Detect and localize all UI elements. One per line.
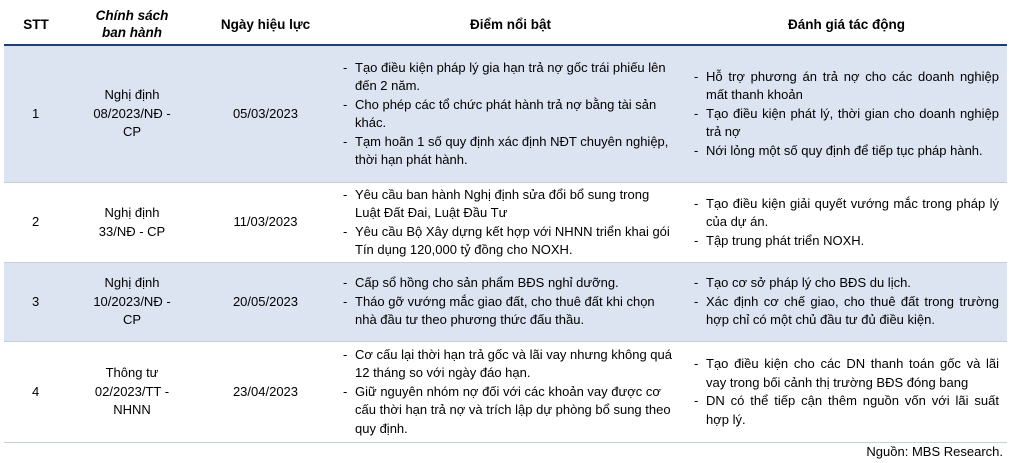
policy-table [4, 4, 1007, 443]
policy-line: 33/NĐ - CP [98, 223, 166, 239]
highlight-item: - Giữ nguyên nhóm nợ đối với các khoản vay được cơ cấu thời hạn trả nợ và trích lập dự phòng bổ sung theo quy định. [343, 383, 671, 436]
row-policy [68, 263, 196, 342]
row-highlights [335, 183, 686, 263]
policy-line: CP [122, 124, 142, 140]
row-date: 05/03/2023 [196, 45, 335, 183]
row-highlights [335, 342, 686, 443]
policy-line: Nghị định [104, 87, 160, 103]
policy-line: CP [122, 312, 142, 328]
header-impact: Đánh giá tác động [787, 16, 905, 32]
table-row [4, 342, 1007, 443]
policy-line: Nghị định [104, 275, 160, 291]
impact-item: - Hỗ trợ phương án trả nợ cho các doanh nghiệp mất thanh khoản [694, 68, 999, 103]
row-stt: 3 [4, 263, 68, 342]
impact-item: - Tạo điều kiện cho các DN thanh toán gốc và lãi vay trong bối cảnh thị trường BĐS đóng bang [694, 356, 999, 390]
impact-item: - Nới lỏng một số quy định để tiếp tục pháp hành. [694, 142, 983, 158]
row-impact [686, 342, 1007, 443]
highlight-item: - Tạo điều kiện pháp lý gia hạn trả nợ gốc trái phiếu lên đến 2 năm. [343, 59, 666, 93]
source-note: Nguồn: MBS Research. [866, 444, 1003, 459]
row-highlights [335, 263, 686, 342]
impact-item: - Tạo điều kiện giải quyết vướng mắc trong pháp lý của dự án. [694, 195, 999, 230]
policy-line: 08/2023/NĐ - [93, 105, 171, 121]
policy-line: Nghị định [104, 205, 160, 220]
header-effective-date: Ngày hiệu lực [220, 16, 311, 32]
row-stt: 4 [4, 342, 68, 443]
highlight-item: - Tạm hoãn 1 số quy định xác định NĐT chuyên nghiệp, thời hạn phát hành. [343, 133, 669, 167]
policy-line: 02/2023/TT - [94, 383, 170, 399]
row-policy [68, 183, 196, 263]
header-highlights: Điểm nổi bật [469, 16, 551, 32]
header-policy-line2: ban hành [102, 25, 162, 40]
impact-item: - DN có thể tiếp cận thêm nguồn vốn với lãi suất hợp lý. [694, 393, 999, 427]
row-policy [68, 45, 196, 183]
row-impact [686, 45, 1007, 183]
policy-line: NHNN [113, 402, 151, 418]
impact-item: - Xác định cơ chế giao, cho thuê đất trong trường hợp chỉ có một chủ đầu tư đủ điều kiện. [694, 293, 999, 328]
table-row [4, 263, 1007, 342]
table-row [4, 183, 1007, 263]
header-policy-line1: Chính sách [95, 8, 169, 23]
header-stt: STT [23, 16, 49, 32]
highlight-item: - Cấp sổ hồng cho sản phẩm BĐS nghỉ dưỡng. [343, 275, 619, 291]
impact-item: - Tạo cơ sở pháp lý cho BĐS du lịch. [694, 275, 911, 291]
table-header-row [4, 4, 1007, 45]
highlight-item: - Cho phép các tổ chức phát hành trả nợ bằng tài sản khác. [343, 96, 657, 130]
row-impact [686, 263, 1007, 342]
highlight-item: - Yêu cầu ban hành Nghị định sửa đổi bổ sung trong Luật Đất Đai, Luật Đầu Tư [343, 186, 650, 220]
policy-line: 10/2023/NĐ - [93, 293, 171, 309]
header-policy [68, 4, 196, 45]
policy-line: Thông tư [105, 365, 159, 381]
row-date: 23/04/2023 [196, 342, 335, 443]
highlight-item: - Yêu cầu Bộ Xây dựng kết hợp với NHNN triển khai gói Tín dụng 120,000 tỷ đồng cho NOXH. [343, 223, 670, 257]
impact-item: - Tạo điều kiện phát lý, thời gian cho doanh nghiệp trả nợ [694, 105, 999, 140]
highlight-item: - Tháo gỡ vướng mắc giao đất, cho thuê đất khi chọn nhà đầu tư theo phương thức đấu thầu. [343, 293, 655, 328]
row-highlights [335, 45, 686, 183]
impact-item: - Tập trung phát triển NOXH. [694, 232, 865, 248]
row-policy [68, 342, 196, 443]
row-date: 20/05/2023 [196, 263, 335, 342]
row-stt: 2 [4, 183, 68, 263]
table-row [4, 45, 1007, 183]
row-date: 11/03/2023 [196, 183, 335, 263]
highlight-item: - Cơ cấu lại thời hạn trả gốc và lãi vay nhưng không quá 12 tháng so với ngày đáo hạn. [343, 346, 672, 381]
row-impact [686, 183, 1007, 263]
row-stt: 1 [4, 45, 68, 183]
